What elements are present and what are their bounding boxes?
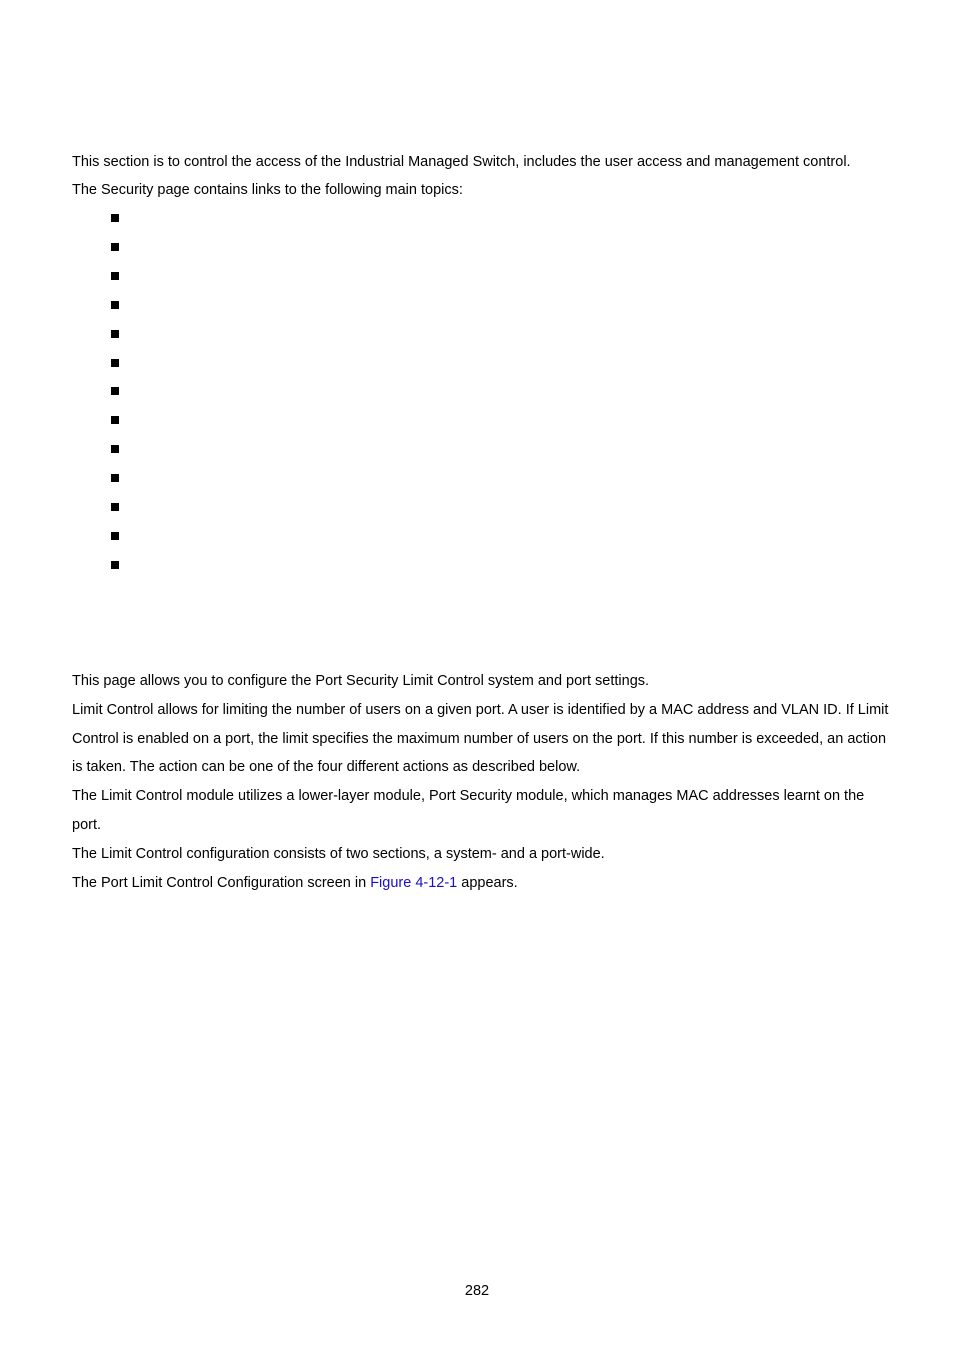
bullet-marker <box>111 532 119 540</box>
section-paragraph-1: This page allows you to configure the Port Security Limit Control system and port settings. <box>72 673 650 689</box>
section-paragraph-3-line-1: The Limit Control module utilizes a lower-layer module, Port Security module, which manages MAC addresses learnt on the <box>72 788 865 804</box>
bullet-marker <box>111 474 119 482</box>
paragraph-5-text-before: The Port Limit Control Configuration screen in <box>72 875 371 891</box>
bullet-marker <box>111 243 119 251</box>
section-paragraph-2-line-2: Control is enabled on a port, the limit specifies the maximum number of users on the port. If this number is exceeded, an action <box>72 731 887 747</box>
intro-line-1: This section is to control the access of the Industrial Managed Switch, includes the user access and management control. <box>72 154 851 170</box>
section-paragraph-3-line-2: port. <box>72 817 102 833</box>
section-paragraph-2-line-1: Limit Control allows for limiting the number of users on a given port. A user is identified by a MAC address and VLAN ID. If Limit <box>72 702 889 718</box>
section-paragraph-4: The Limit Control configuration consists of two sections, a system- and a port-wide. <box>72 846 605 862</box>
bullet-marker <box>111 330 119 338</box>
section-paragraph-2-line-3: is taken. The action can be one of the four different actions as described below. <box>72 759 581 775</box>
bullet-marker <box>111 272 119 280</box>
bullet-marker <box>111 503 119 511</box>
page-number: 282 <box>464 1283 490 1299</box>
section-paragraph-5 <box>72 874 518 892</box>
bullet-marker <box>111 445 119 453</box>
bullet-marker <box>111 301 119 309</box>
intro-line-2: The Security page contains links to the following main topics: <box>72 182 463 198</box>
bullet-marker <box>111 387 119 395</box>
paragraph-5-text-after: appears. <box>457 875 518 891</box>
bullet-marker <box>111 214 119 222</box>
figure-4-12-1-link[interactable]: Figure 4-12-1 <box>370 875 458 891</box>
bullet-marker <box>111 359 119 367</box>
bullet-marker <box>111 561 119 569</box>
bullet-marker <box>111 416 119 424</box>
